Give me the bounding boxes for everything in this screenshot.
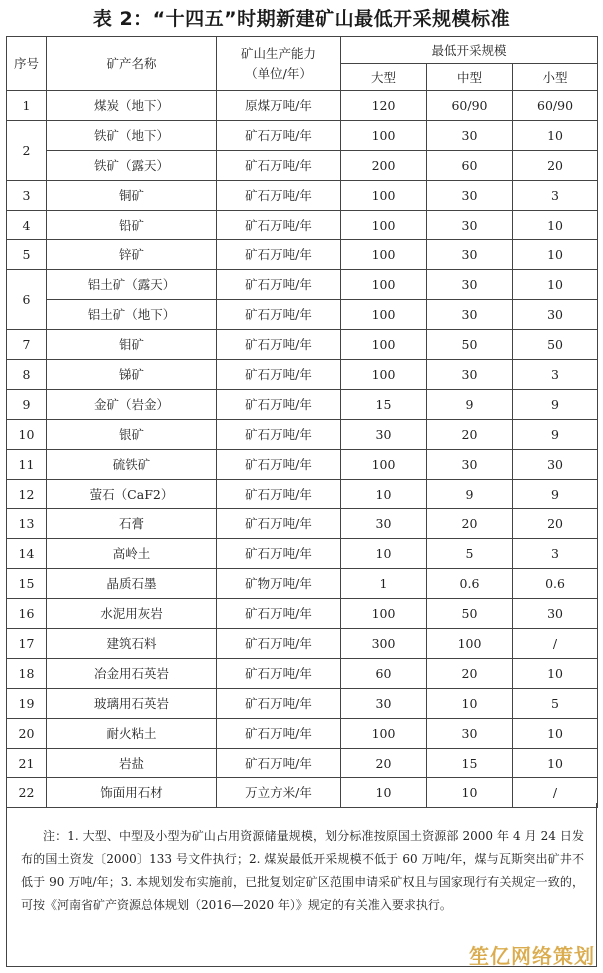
cell-medium: 20 <box>427 509 513 539</box>
cell-no: 9 <box>7 389 47 419</box>
cell-medium: 20 <box>427 419 513 449</box>
cell-unit: 矿石万吨/年 <box>217 658 341 688</box>
cell-small: 20 <box>513 509 598 539</box>
cell-unit: 矿石万吨/年 <box>217 210 341 240</box>
table-footnote: 注：1. 大型、中型及小型为矿山占用资源储量规模，划分标准按原国土资源部 2000 年 4 月 24 日发布的国土资发〔2000〕133 号文件执行；2. 煤炭最低开采规模不低于 60 万吨/年，煤与瓦斯突出矿井不低于 90 万吨/年；3. 本规划发布实施前，已批复划定矿区范围申请采矿权且与国家现行有关规定一致的，可按《河南省矿产资源总体规划（2016—2020 年）》规定的有关准入要求执行。 <box>6 803 597 967</box>
cell-no: 22 <box>7 778 47 808</box>
cell-medium: 60 <box>427 150 513 180</box>
cell-unit: 矿石万吨/年 <box>217 389 341 419</box>
cell-large: 100 <box>341 449 427 479</box>
cell-name: 石膏 <box>47 509 217 539</box>
cell-name: 耐火粘土 <box>47 718 217 748</box>
cell-name: 饰面用石材 <box>47 778 217 808</box>
table-row <box>7 629 598 659</box>
cell-name: 银矿 <box>47 419 217 449</box>
cell-small: 60/90 <box>513 91 598 121</box>
cell-medium: 9 <box>427 389 513 419</box>
cell-medium: 50 <box>427 599 513 629</box>
cell-no: 21 <box>7 748 47 778</box>
cell-medium: 50 <box>427 330 513 360</box>
cell-small: / <box>513 778 598 808</box>
cell-name: 煤炭（地下） <box>47 91 217 121</box>
cell-name: 铜矿 <box>47 180 217 210</box>
header-mineral: 矿产名称 <box>47 37 217 91</box>
cell-name: 铝土矿（地下） <box>47 300 217 330</box>
table-row <box>7 91 598 121</box>
cell-medium: 30 <box>427 240 513 270</box>
cell-unit: 矿石万吨/年 <box>217 599 341 629</box>
mining-scale-table <box>6 36 598 808</box>
cell-small: 10 <box>513 718 598 748</box>
cell-large: 100 <box>341 599 427 629</box>
cell-unit: 矿石万吨/年 <box>217 150 341 180</box>
cell-medium: 10 <box>427 778 513 808</box>
table-row <box>7 658 598 688</box>
cell-unit: 矿石万吨/年 <box>217 509 341 539</box>
cell-unit: 矿石万吨/年 <box>217 479 341 509</box>
cell-name: 冶金用石英岩 <box>47 658 217 688</box>
cell-small: / <box>513 629 598 659</box>
cell-medium: 30 <box>427 210 513 240</box>
cell-medium: 15 <box>427 748 513 778</box>
cell-small: 0.6 <box>513 569 598 599</box>
cell-small: 10 <box>513 210 598 240</box>
cell-unit: 矿石万吨/年 <box>217 718 341 748</box>
cell-unit: 矿石万吨/年 <box>217 449 341 479</box>
cell-small: 3 <box>513 360 598 390</box>
table-row <box>7 748 598 778</box>
cell-large: 100 <box>341 180 427 210</box>
cell-large: 200 <box>341 150 427 180</box>
table-row <box>7 270 598 300</box>
cell-name: 钼矿 <box>47 330 217 360</box>
table-row <box>7 360 598 390</box>
table-title: 表 2：“十四五”时期新建矿山最低开采规模标准 <box>92 8 511 30</box>
cell-unit: 矿石万吨/年 <box>217 629 341 659</box>
table-row <box>7 449 598 479</box>
cell-small: 3 <box>513 539 598 569</box>
cell-unit: 矿石万吨/年 <box>217 240 341 270</box>
table-row <box>7 539 598 569</box>
cell-medium: 100 <box>427 629 513 659</box>
cell-no: 16 <box>7 599 47 629</box>
cell-name: 铅矿 <box>47 210 217 240</box>
cell-unit: 矿石万吨/年 <box>217 300 341 330</box>
table-row <box>7 120 598 150</box>
cell-name: 晶质石墨 <box>47 569 217 599</box>
cell-no: 19 <box>7 688 47 718</box>
cell-unit: 矿石万吨/年 <box>217 330 341 360</box>
header-large: 大型 <box>341 64 427 91</box>
cell-no: 6 <box>7 270 47 330</box>
cell-small: 10 <box>513 658 598 688</box>
cell-no: 5 <box>7 240 47 270</box>
cell-medium: 30 <box>427 180 513 210</box>
cell-medium: 30 <box>427 300 513 330</box>
cell-large: 60 <box>341 658 427 688</box>
table-row <box>7 240 598 270</box>
header-min-scale: 最低开采规模 <box>341 37 598 64</box>
cell-small: 10 <box>513 240 598 270</box>
cell-no: 2 <box>7 120 47 180</box>
header-capacity-line2: （单位/年） <box>245 66 312 81</box>
table-row <box>7 180 598 210</box>
table-row <box>7 419 598 449</box>
table-row <box>7 389 598 419</box>
cell-no: 11 <box>7 449 47 479</box>
cell-unit: 原煤万吨/年 <box>217 91 341 121</box>
cell-large: 100 <box>341 300 427 330</box>
cell-name: 高岭土 <box>47 539 217 569</box>
cell-small: 10 <box>513 748 598 778</box>
cell-no: 14 <box>7 539 47 569</box>
cell-no: 1 <box>7 91 47 121</box>
cell-no: 3 <box>7 180 47 210</box>
cell-small: 10 <box>513 270 598 300</box>
table-row <box>7 300 598 330</box>
cell-large: 100 <box>341 210 427 240</box>
cell-no: 8 <box>7 360 47 390</box>
cell-medium: 0.6 <box>427 569 513 599</box>
cell-no: 13 <box>7 509 47 539</box>
cell-unit: 矿石万吨/年 <box>217 419 341 449</box>
table-row <box>7 599 598 629</box>
cell-medium: 9 <box>427 479 513 509</box>
cell-small: 50 <box>513 330 598 360</box>
cell-unit: 矿石万吨/年 <box>217 748 341 778</box>
cell-unit: 矿石万吨/年 <box>217 360 341 390</box>
cell-no: 17 <box>7 629 47 659</box>
cell-medium: 30 <box>427 360 513 390</box>
cell-large: 300 <box>341 629 427 659</box>
cell-large: 1 <box>341 569 427 599</box>
cell-no: 10 <box>7 419 47 449</box>
cell-small: 9 <box>513 389 598 419</box>
cell-name: 硫铁矿 <box>47 449 217 479</box>
cell-small: 30 <box>513 300 598 330</box>
cell-name: 铁矿（露天） <box>47 150 217 180</box>
table-row <box>7 688 598 718</box>
cell-large: 100 <box>341 360 427 390</box>
table-row <box>7 150 598 180</box>
cell-no: 7 <box>7 330 47 360</box>
cell-medium: 20 <box>427 658 513 688</box>
cell-unit: 矿石万吨/年 <box>217 688 341 718</box>
cell-medium: 30 <box>427 449 513 479</box>
watermark-text: 笙亿网络策划 <box>469 944 595 968</box>
cell-small: 9 <box>513 419 598 449</box>
cell-large: 100 <box>341 240 427 270</box>
cell-small: 30 <box>513 599 598 629</box>
cell-no: 20 <box>7 718 47 748</box>
table-row <box>7 509 598 539</box>
header-capacity <box>217 37 341 91</box>
header-seq: 序号 <box>7 37 47 91</box>
cell-small: 10 <box>513 120 598 150</box>
table-row <box>7 569 598 599</box>
cell-name: 萤石（CaF2） <box>47 479 217 509</box>
cell-large: 20 <box>341 748 427 778</box>
cell-large: 30 <box>341 509 427 539</box>
cell-name: 铁矿（地下） <box>47 120 217 150</box>
cell-name: 水泥用灰岩 <box>47 599 217 629</box>
cell-name: 岩盐 <box>47 748 217 778</box>
cell-small: 5 <box>513 688 598 718</box>
header-medium: 中型 <box>427 64 513 91</box>
cell-unit: 矿石万吨/年 <box>217 180 341 210</box>
cell-unit: 矿物万吨/年 <box>217 569 341 599</box>
header-small: 小型 <box>513 64 598 91</box>
cell-medium: 30 <box>427 270 513 300</box>
cell-name: 锑矿 <box>47 360 217 390</box>
cell-large: 100 <box>341 270 427 300</box>
cell-medium: 60/90 <box>427 91 513 121</box>
cell-name: 锌矿 <box>47 240 217 270</box>
cell-small: 9 <box>513 479 598 509</box>
cell-no: 12 <box>7 479 47 509</box>
cell-medium: 5 <box>427 539 513 569</box>
header-capacity-line1: 矿山生产能力 <box>240 46 316 61</box>
cell-name: 玻璃用石英岩 <box>47 688 217 718</box>
cell-medium: 30 <box>427 718 513 748</box>
cell-no: 15 <box>7 569 47 599</box>
cell-large: 120 <box>341 91 427 121</box>
cell-large: 30 <box>341 688 427 718</box>
cell-small: 3 <box>513 180 598 210</box>
table-row <box>7 718 598 748</box>
cell-large: 10 <box>341 539 427 569</box>
cell-large: 10 <box>341 778 427 808</box>
cell-large: 10 <box>341 479 427 509</box>
cell-small: 30 <box>513 449 598 479</box>
cell-name: 金矿（岩金） <box>47 389 217 419</box>
cell-unit: 矿石万吨/年 <box>217 270 341 300</box>
table-row <box>7 330 598 360</box>
cell-name: 建筑石料 <box>47 629 217 659</box>
cell-medium: 10 <box>427 688 513 718</box>
cell-unit: 万立方米/年 <box>217 778 341 808</box>
cell-large: 30 <box>341 419 427 449</box>
cell-large: 100 <box>341 330 427 360</box>
cell-no: 18 <box>7 658 47 688</box>
cell-large: 15 <box>341 389 427 419</box>
cell-large: 100 <box>341 120 427 150</box>
table-row <box>7 479 598 509</box>
cell-large: 100 <box>341 718 427 748</box>
cell-medium: 30 <box>427 120 513 150</box>
table-row <box>7 210 598 240</box>
cell-no: 4 <box>7 210 47 240</box>
cell-small: 20 <box>513 150 598 180</box>
cell-unit: 矿石万吨/年 <box>217 539 341 569</box>
cell-name: 铝土矿（露天） <box>47 270 217 300</box>
cell-unit: 矿石万吨/年 <box>217 120 341 150</box>
